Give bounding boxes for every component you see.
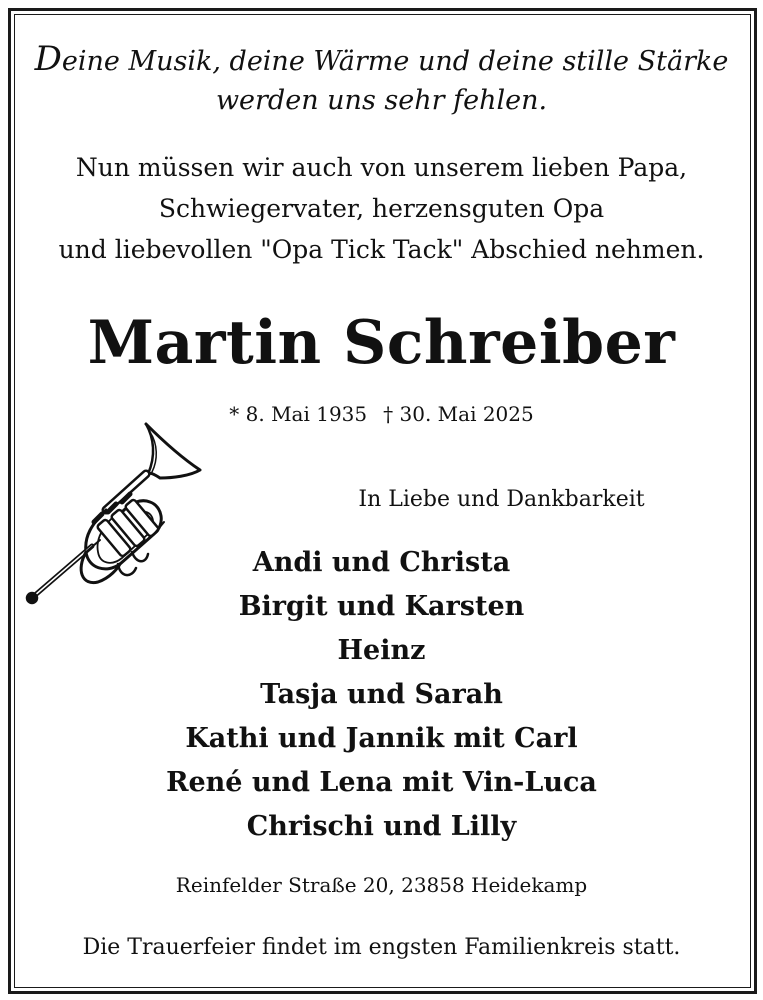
mourner-1: Andi und Christa (252, 547, 511, 578)
motto-initial: D (34, 39, 62, 79)
address: Reinfelder Straße 20, 23858 Heidekamp (175, 873, 588, 897)
mourner-2: Birgit und Karsten (238, 591, 525, 622)
thanks-line: In Liebe und Dankbarkeit (358, 487, 645, 512)
deceased-name: Martin Schreiber (87, 308, 676, 378)
intro-line-2: Schwiegervater, herzensguten Opa (158, 194, 605, 223)
closing-line: Die Trauerfeier findet im engsten Familienkreis statt. (82, 935, 681, 960)
motto-line-2: werden uns sehr fehlen. (215, 85, 548, 116)
mourner-3: Heinz (337, 635, 426, 666)
motto-line-1 (0, 39, 763, 79)
intro-line-1: Nun müssen wir auch von unserem lieben Papa, (75, 153, 688, 182)
intro-line-3: und liebevollen "Opa Tick Tack" Abschied nehmen. (58, 235, 705, 264)
motto-line-1-text: eine Musik, deine Wärme und deine stille Stärke (61, 46, 729, 77)
mourner-4: Tasja und Sarah (260, 679, 503, 710)
mourner-5: Kathi und Jannik mit Carl (185, 723, 578, 754)
mourner-7: Chrischi und Lilly (246, 811, 517, 842)
death-date: † 30. Mai 2025 (383, 402, 534, 426)
mourner-6: René und Lena mit Vin-Luca (166, 767, 597, 798)
birth-date: * 8. Mai 1935 (229, 402, 368, 426)
